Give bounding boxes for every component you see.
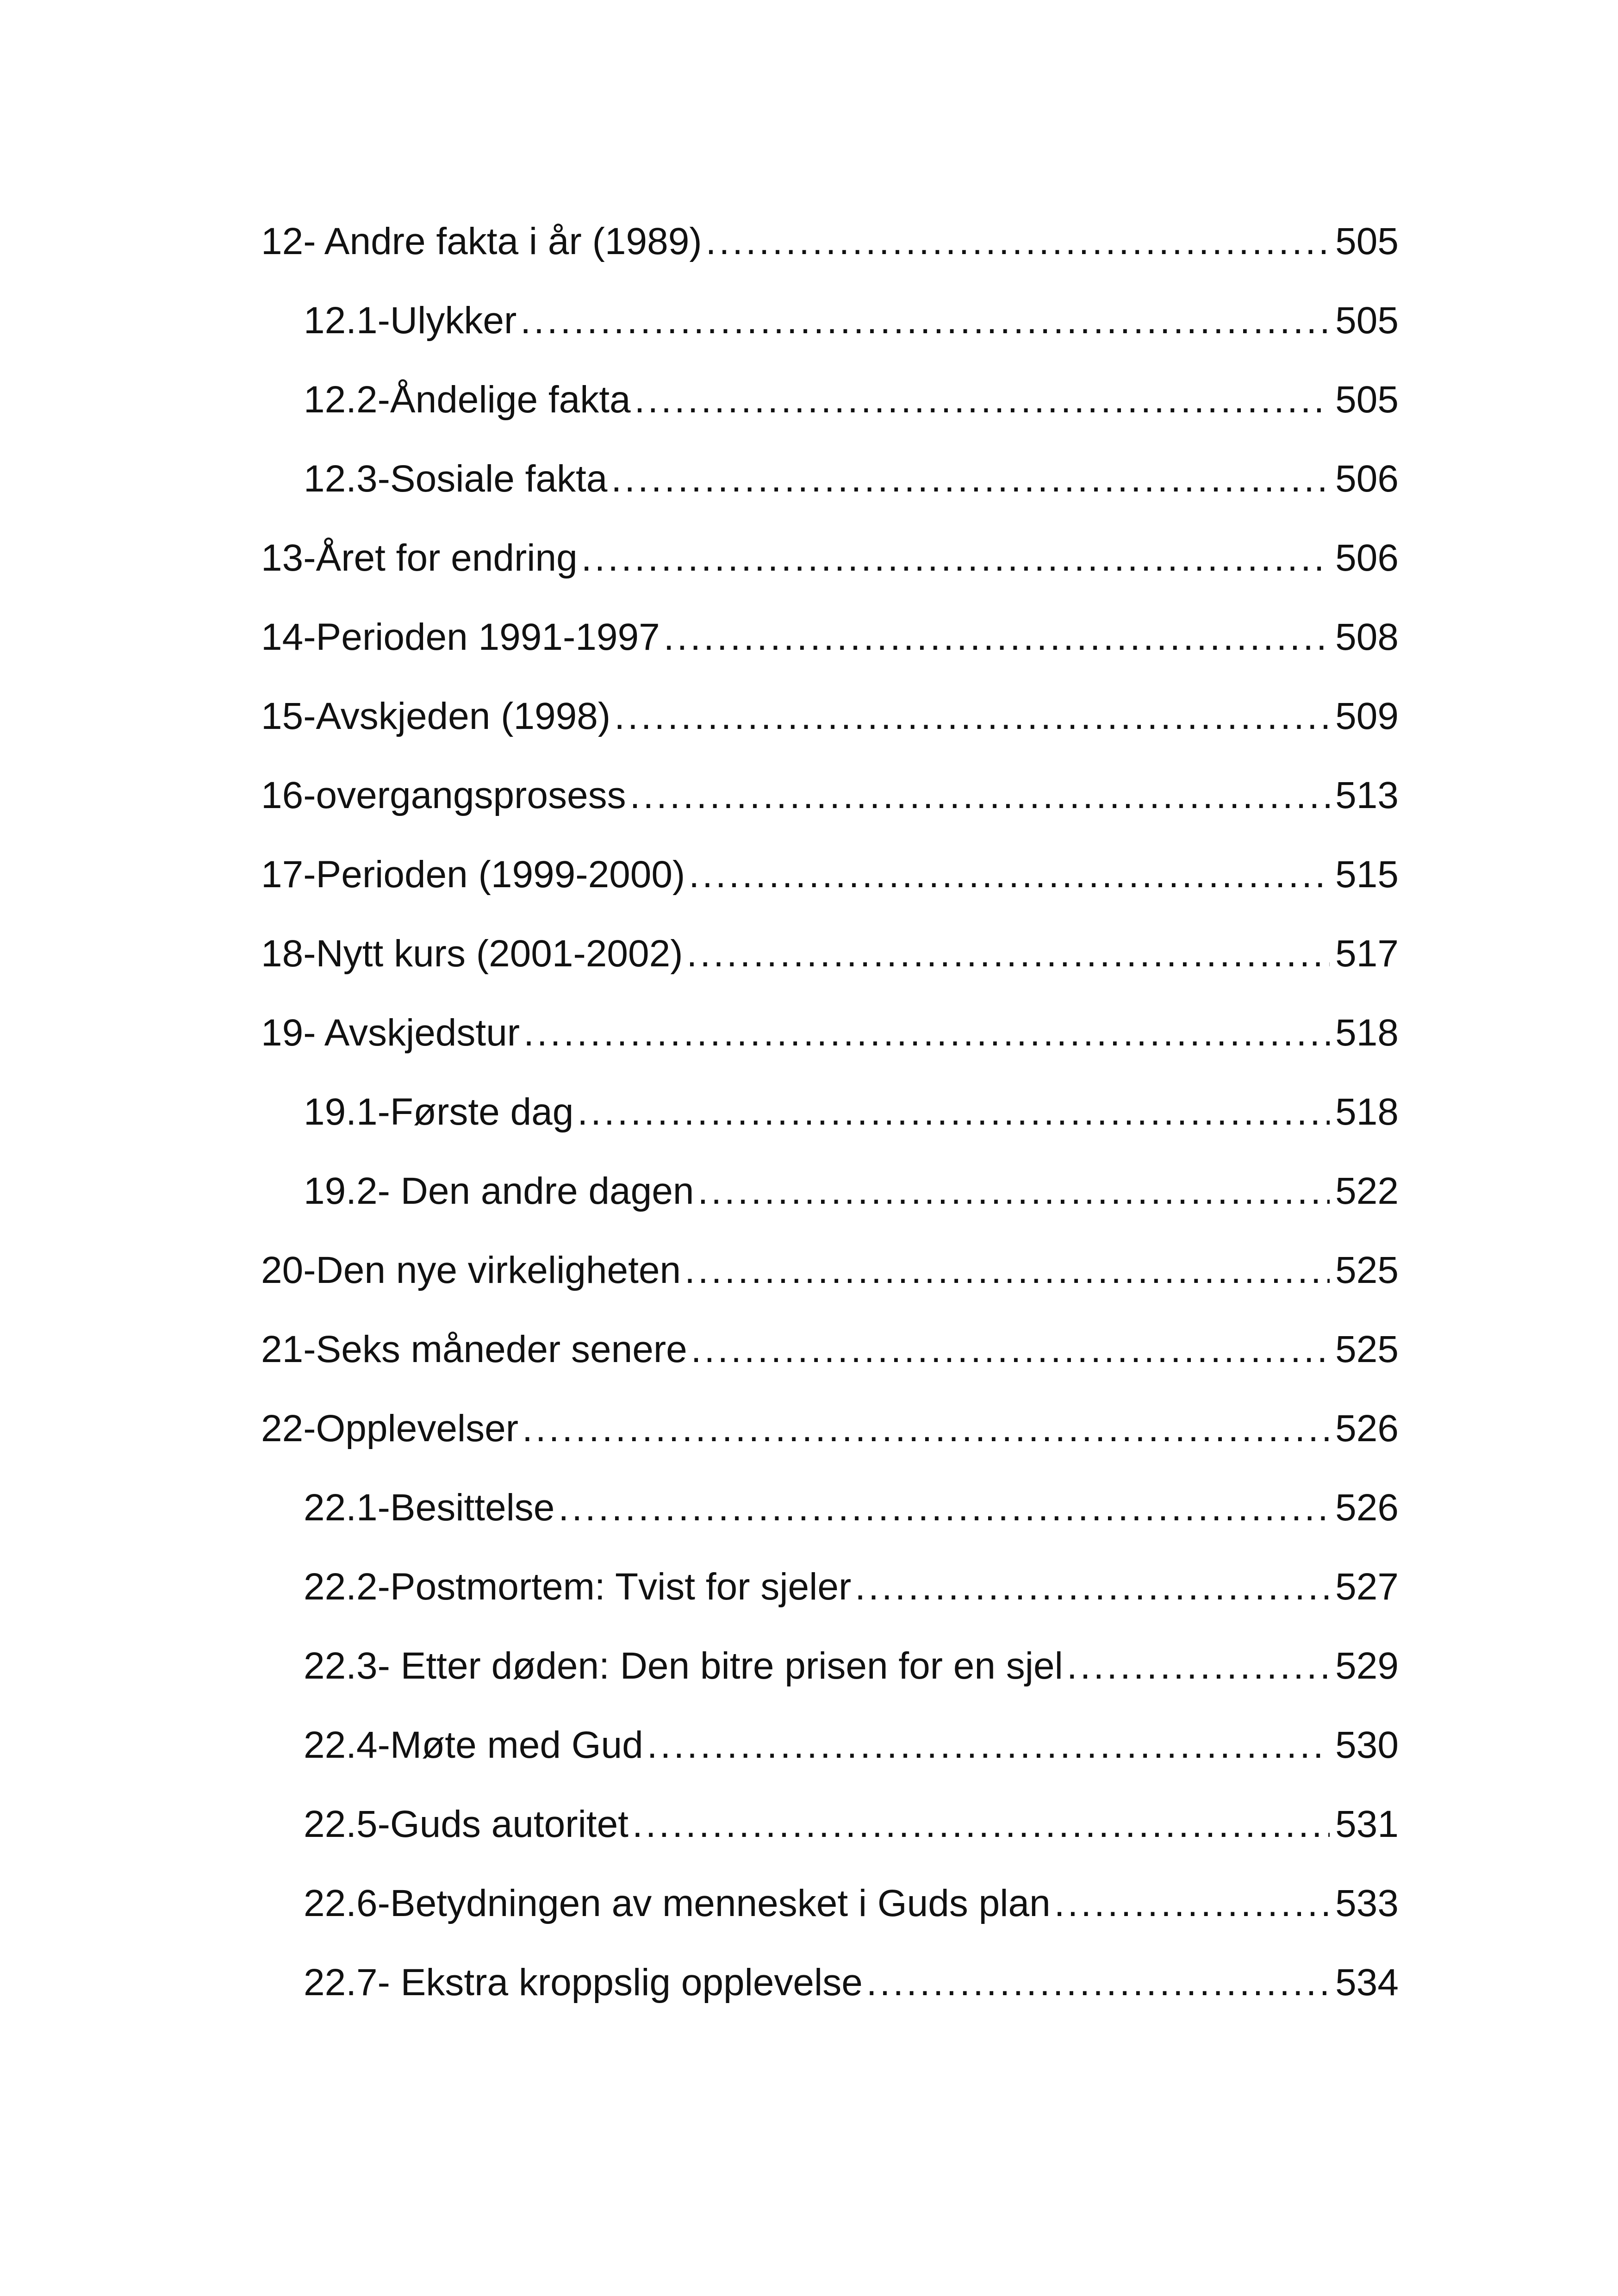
toc-entry-title: 22.7- Ekstra kroppslig opplevelse	[304, 1961, 863, 2004]
toc-entry[interactable]	[261, 1231, 1399, 1310]
toc-entry[interactable]	[261, 1864, 1399, 1943]
toc-entry-page: 508	[1335, 616, 1399, 658]
toc-entry-title: 18-Nytt kurs (2001-2002)	[261, 933, 683, 975]
toc-entry[interactable]	[261, 202, 1399, 281]
toc-entry-title: 19- Avskjedstur	[261, 1012, 520, 1054]
toc-leader	[689, 835, 1330, 914]
toc-leader	[866, 1943, 1330, 2022]
toc-entry-page: 522	[1335, 1170, 1399, 1212]
toc-leader	[706, 202, 1330, 281]
toc-entry[interactable]	[261, 1785, 1399, 1864]
toc-entry-title: 15-Avskjeden (1998)	[261, 695, 611, 737]
toc-entry[interactable]	[261, 1389, 1399, 1468]
toc-leader	[632, 1785, 1330, 1864]
toc-entry-page: 525	[1335, 1328, 1399, 1370]
toc-leader	[647, 1705, 1330, 1785]
toc-entry-title: 19.1-Første dag	[304, 1091, 574, 1133]
toc-entry-title: 12.3-Sosiale fakta	[304, 458, 608, 500]
toc-entry-title: 12- Andre fakta i år (1989)	[261, 220, 702, 262]
toc-entry-title: 12.1-Ulykker	[304, 299, 517, 342]
toc-entry-page: 506	[1335, 458, 1399, 500]
toc-entry[interactable]	[261, 518, 1399, 597]
toc-entry[interactable]	[261, 914, 1399, 993]
toc-entry[interactable]	[261, 756, 1399, 835]
toc-leader	[691, 1310, 1330, 1389]
toc-entry-title: 21-Seks måneder senere	[261, 1328, 687, 1370]
toc-entry[interactable]	[261, 281, 1399, 360]
toc-leader	[635, 360, 1330, 439]
toc-entry-title: 19.2- Den andre dagen	[304, 1170, 694, 1212]
toc-entry[interactable]	[261, 1943, 1399, 2022]
toc-leader	[611, 439, 1330, 518]
toc-entry-page: 505	[1335, 220, 1399, 262]
toc-entry-page: 518	[1335, 1091, 1399, 1133]
toc-entry-title: 20-Den nye virkeligheten	[261, 1249, 681, 1291]
toc-entry[interactable]	[261, 1468, 1399, 1547]
toc-entry-page: 513	[1335, 774, 1399, 816]
toc-entry-page: 517	[1335, 933, 1399, 975]
toc-entry[interactable]	[261, 1626, 1399, 1705]
toc-entry-title: 22.5-Guds autoritet	[304, 1803, 629, 1845]
toc-entry-title: 16-overgangsprosess	[261, 774, 626, 816]
toc-leader	[523, 993, 1330, 1072]
toc-entry[interactable]	[261, 439, 1399, 518]
toc-entry-page: 534	[1335, 1961, 1399, 2004]
toc-entry-page: 533	[1335, 1882, 1399, 1924]
toc-entry-page: 527	[1335, 1566, 1399, 1608]
toc-entry-title: 22.6-Betydningen av mennesket i Guds plan	[304, 1882, 1051, 1924]
toc-leader	[558, 1468, 1330, 1547]
table-of-contents	[261, 202, 1399, 2022]
toc-entry[interactable]	[261, 1072, 1399, 1151]
toc-entry-title: 22.4-Møte med Gud	[304, 1724, 643, 1766]
toc-leader	[577, 1072, 1330, 1151]
toc-entry-page: 529	[1335, 1645, 1399, 1687]
toc-entry-page: 525	[1335, 1249, 1399, 1291]
toc-leader	[522, 1389, 1330, 1468]
toc-entry-title: 13-Året for endring	[261, 537, 578, 579]
toc-leader	[855, 1547, 1330, 1626]
toc-entry-title: 22.2-Postmortem: Tvist for sjeler	[304, 1566, 852, 1608]
toc-entry[interactable]	[261, 835, 1399, 914]
toc-leader	[685, 1231, 1330, 1310]
toc-entry-title: 12.2-Åndelige fakta	[304, 379, 631, 421]
toc-leader	[664, 597, 1330, 677]
toc-entry-title: 14-Perioden 1991-1997	[261, 616, 660, 658]
toc-entry[interactable]	[261, 1310, 1399, 1389]
toc-entry-page: 509	[1335, 695, 1399, 737]
toc-entry-title: 22.1-Besittelse	[304, 1487, 555, 1529]
toc-leader	[697, 1151, 1330, 1231]
toc-leader	[581, 518, 1330, 597]
toc-entry-page: 505	[1335, 379, 1399, 421]
toc-entry-title: 22.3- Etter døden: Den bitre prisen for en sjel	[304, 1645, 1063, 1687]
toc-entry-page: 531	[1335, 1803, 1399, 1845]
toc-entry[interactable]	[261, 1547, 1399, 1626]
toc-entry[interactable]	[261, 677, 1399, 756]
toc-entry-page: 515	[1335, 853, 1399, 896]
toc-entry[interactable]	[261, 597, 1399, 677]
toc-leader	[1067, 1626, 1330, 1705]
toc-entry-page: 526	[1335, 1487, 1399, 1529]
toc-entry-title: 22-Opplevelser	[261, 1407, 519, 1450]
toc-entry[interactable]	[261, 360, 1399, 439]
toc-entry-page: 518	[1335, 1012, 1399, 1054]
toc-entry-page: 505	[1335, 299, 1399, 342]
toc-leader	[687, 914, 1330, 993]
toc-entry[interactable]	[261, 993, 1399, 1072]
toc-entry-page: 506	[1335, 537, 1399, 579]
toc-leader	[520, 281, 1330, 360]
toc-entry-title: 17-Perioden (1999-2000)	[261, 853, 685, 896]
toc-leader	[1054, 1864, 1330, 1943]
toc-entry[interactable]	[261, 1151, 1399, 1231]
toc-entry-page: 530	[1335, 1724, 1399, 1766]
toc-leader	[630, 756, 1330, 835]
toc-entry[interactable]	[261, 1705, 1399, 1785]
toc-leader	[614, 677, 1330, 756]
toc-entry-page: 526	[1335, 1407, 1399, 1450]
